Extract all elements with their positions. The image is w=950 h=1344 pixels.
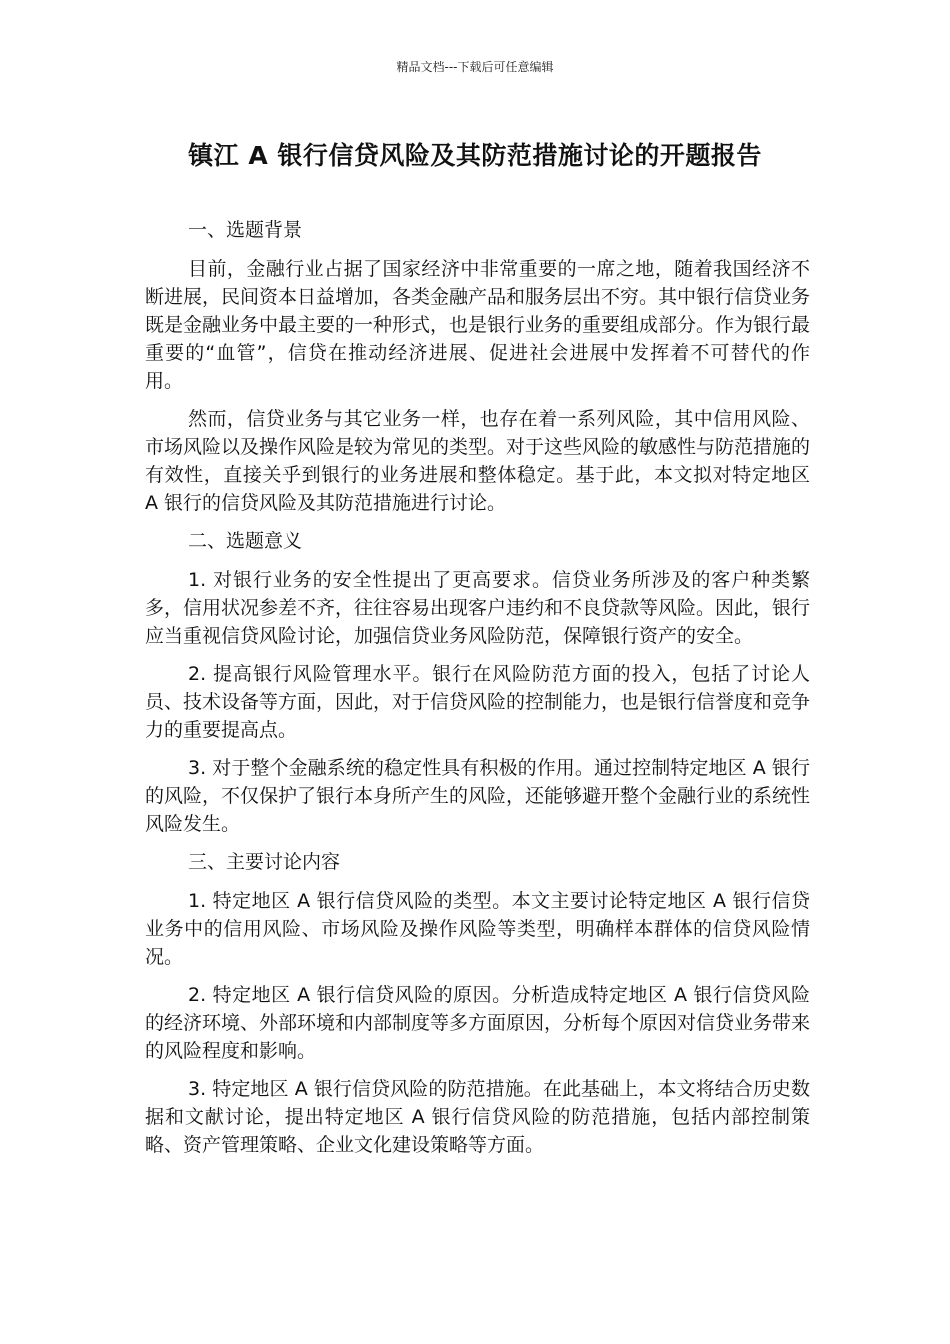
paragraph: 然而，信贷业务与其它业务一样，也存在着一系列风险，其中信用风险、市场风险以及操作风险是较为常见的类型。对于这些风险的敏感性与防范措施的有效性，直接关乎到银行的业务进展和整体稳定。基于此，本文拟对特定地区 A 银行的信贷风险及其防范措施进行讨论。 bbox=[145, 408, 811, 514]
paragraph: 目前，金融行业占据了国家经济中非常重要的一席之地，随着我国经济不断进展，民间资本日益增加，各类金融产品和服务层出不穷。其中银行信贷业务既是金融业务中最主要的一种形式，也是银行业务的重要组成部分。作为银行最重要的“血管”，信贷在推动经济进展、促进社会进展中发挥着不可替代的作用。 bbox=[145, 258, 811, 392]
document-body bbox=[145, 216, 810, 1169]
section-heading-background: 一、选题背景 bbox=[188, 219, 303, 241]
paragraph: 2. 特定地区 A 银行信贷风险的原因。分析造成特定地区 A 银行信贷风险的经济环境、外部环境和内部制度等多方面原因，分析每个原因对信贷业务带来的风险程度和影响。 bbox=[145, 984, 811, 1062]
section-heading-significance: 二、选题意义 bbox=[188, 530, 303, 552]
section-heading-content: 三、主要讨论内容 bbox=[188, 851, 341, 873]
paragraph: 3. 对于整个金融系统的稳定性具有积极的作用。通过控制特定地区 A 银行的风险，不仅保护了银行本身所产生的风险，还能够避开整个金融行业的系统性风险发生。 bbox=[145, 757, 811, 835]
header-note: 精品文档---下载后可任意编辑 bbox=[396, 60, 554, 74]
paragraph: 1. 对银行业务的安全性提出了更高要求。信贷业务所涉及的客户种类繁多，信用状况参差不齐，往往容易出现客户违约和不良贷款等风险。因此，银行应当重视信贷风险讨论，加强信贷业务风险防范，保障银行资产的安全。 bbox=[145, 569, 811, 647]
document-title: 镇江 A 银行信贷风险及其防范措施讨论的开题报告 bbox=[188, 141, 762, 170]
paragraph: 2. 提高银行风险管理水平。银行在风险防范方面的投入，包括了讨论人员、技术设备等方面，因此，对于信贷风险的控制能力，也是银行信誉度和竞争力的重要提高点。 bbox=[145, 663, 811, 741]
paragraph: 3. 特定地区 A 银行信贷风险的防范措施。在此基础上，本文将结合历史数据和文献讨论，提出特定地区 A 银行信贷风险的防范措施，包括内部控制策略、资产管理策略、企业文化建设策略等方面。 bbox=[145, 1078, 810, 1156]
paragraph: 1. 特定地区 A 银行信贷风险的类型。本文主要讨论特定地区 A 银行信贷业务中的信用风险、市场风险及操作风险等类型，明确样本群体的信贷风险情况。 bbox=[145, 890, 810, 968]
